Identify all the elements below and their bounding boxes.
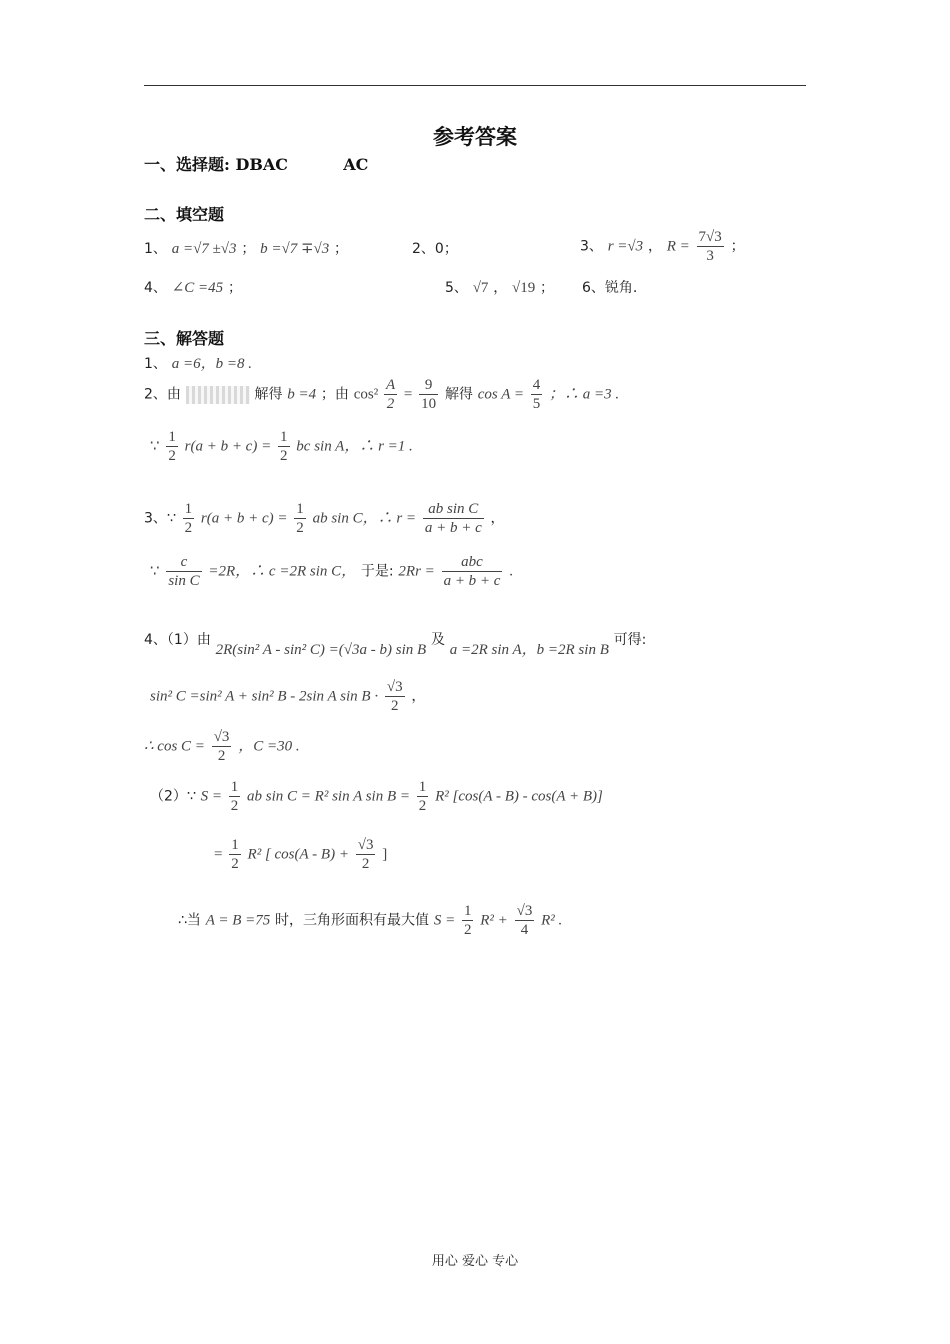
section-fill-label: 二、填空题 [144, 205, 225, 224]
fill-q4: 4、 ∠C =45 ； [144, 280, 242, 296]
fill-q3-fraction: $\frac{7√3}{3}$ [698, 229, 722, 264]
solve-p4-line1: 4、（1）由 2R(sin² A - sin² C) =(√3a - b) sin B 及 a =2R sin A，b =2R sin B 可得: [144, 632, 647, 658]
header-rule [144, 85, 806, 86]
solve-p4-line5: = $\frac{1}{2}$ R² [ cos(A - B) + $\frac{√3}{2}$ ] [214, 837, 388, 872]
section-solve-label: 三、解答题 [144, 329, 225, 348]
fill-q6: 6、锐角. [582, 280, 638, 296]
fill-q3: 3、 r =√3 ， R = $\frac{7√3}{3}$ ； [580, 229, 745, 264]
solve-p2: 2、由 解得 b =4 ；由 cos² $\frac{A}{2}$ = $\frac{9}{10}$ 解得 cos A = $\frac{4}{5}$ ；∴ a =3 . [144, 377, 620, 412]
solve-p3-line2: ∵ $\frac{c}{\text{sin C}}$ =2R，∴ c =2R sin C， 于是: 2Rr = $\frac{\text{abc}}{a + b + c}$ . [150, 554, 513, 589]
fill-q1-a: a =√7 ±√3 [171, 241, 237, 257]
page-title: 参考答案 [433, 124, 517, 149]
fill-q5: 5、 √7 ， √19 ； [445, 280, 555, 296]
solve-p4-line6: ∴当 A = B =75 时，三角形面积有最大值 S = $\frac{1}{2}$ R² + $\frac{√3}{4}$ R² . [178, 903, 563, 938]
solve-p4-line3: ∴ cos C = $\frac{√3}{2}$ ，C =30 . [144, 729, 300, 764]
section-choice-answers [144, 152, 368, 175]
page-footer: 用心 爱心 专心 [431, 1254, 519, 1269]
section-choice-tail: AC [343, 155, 369, 174]
solve-p2-line2: ∵ $\frac{1}{2}$ r(a + b + c) = $\frac{1}{2}$ bc sin A，∴ r =1 . [150, 429, 413, 464]
solve-p4-line4: （2）∵ S = $\frac{1}{2}$ ab sin C = R² sin A sin B = $\frac{1}{2}$ R² [cos(A - B) - cos(A + B)] [150, 779, 603, 814]
fill-q1-b: b =√7 ∓√3 [260, 241, 330, 257]
section-choice-label: 一、选择题: DBAC [144, 155, 289, 174]
solve-p4-line2: sin² C =sin² A + sin² B - 2sin A sin B · $\frac{√3}{2}$ ， [150, 679, 426, 714]
fill-q1: 1、 a =√7 ±√3 ； b =√7 ∓√3 ； [144, 241, 349, 257]
fill-q2: 2、0； [412, 241, 458, 257]
garbled-formula [186, 386, 250, 404]
solve-p1: 1、 a =6，b =8 . [144, 356, 252, 372]
solve-p3-line1: 3、∵ $\frac{1}{2}$ r(a + b + c) = $\frac{1}{2}$ ab sin C，∴ r = $\frac{\text{ab sin C}}{a + b + c}$ ， [144, 501, 505, 536]
